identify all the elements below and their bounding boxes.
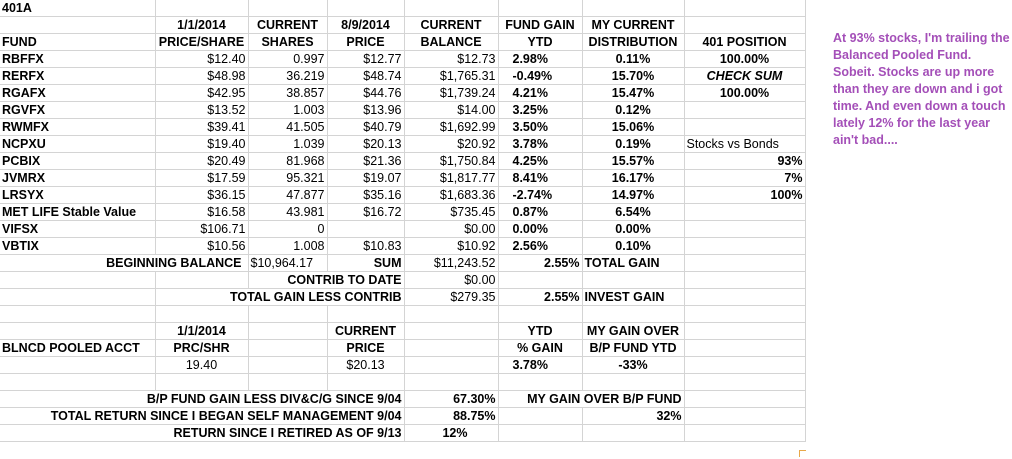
fund-current-price[interactable]: $44.76 xyxy=(327,85,404,102)
contrib-row xyxy=(0,272,805,289)
fund-balance[interactable]: $12.73 xyxy=(404,51,498,68)
fund-distribution[interactable]: 0.12% xyxy=(582,102,684,119)
header-fund-gain[interactable]: FUND GAIN xyxy=(498,17,582,34)
fund-balance[interactable]: $20.92 xyxy=(404,136,498,153)
fund-ytd[interactable]: 3.50% xyxy=(498,119,582,136)
balanced-values-row xyxy=(0,357,805,374)
fund-shares[interactable]: 1.039 xyxy=(248,136,327,153)
fund-distribution[interactable]: 14.97% xyxy=(582,187,684,204)
balanced-bp-value[interactable]: -33% xyxy=(582,357,684,374)
bp-fund-gain-label[interactable]: B/P FUND GAIN LESS DIV&C/G SINCE 9/04 xyxy=(0,391,404,408)
fund-distribution[interactable]: 0.11% xyxy=(582,51,684,68)
fund-name[interactable]: NCPXU xyxy=(0,136,155,153)
fund-shares[interactable]: 41.505 xyxy=(248,119,327,136)
comment-note: At 93% stocks, I'm trailing the Balanced Pooled Fund. Sobeit. Stocks are up more than they are down and i got time. And even down a touch lately 12% for the last year ain't bad.... xyxy=(833,31,1010,147)
balanced-price-header[interactable]: PRICE xyxy=(327,340,404,357)
check-sum-label[interactable]: CHECK SUM xyxy=(684,68,805,85)
sheet-title[interactable]: 401A xyxy=(0,0,155,17)
fund-current-price[interactable]: $35.16 xyxy=(327,187,404,204)
fund-name[interactable]: RBFFX xyxy=(0,51,155,68)
balanced-date[interactable]: 1/1/2014 xyxy=(155,323,248,340)
fund-current-price[interactable]: $10.83 xyxy=(327,238,404,255)
fund-distribution[interactable]: 0.19% xyxy=(582,136,684,153)
header-price[interactable]: PRICE xyxy=(327,34,404,51)
beginning-balance-label[interactable]: BEGINNING BALANCE xyxy=(0,255,248,272)
fund-current-price[interactable]: $13.96 xyxy=(327,102,404,119)
fund-price[interactable]: $12.40 xyxy=(155,51,248,68)
total-gain-less-contrib-row xyxy=(0,289,805,306)
fund-row xyxy=(0,153,805,170)
fund-ytd[interactable]: -2.74% xyxy=(498,187,582,204)
fund-price[interactable]: $16.58 xyxy=(155,204,248,221)
fund-distribution[interactable]: 15.57% xyxy=(582,153,684,170)
fund-shares[interactable]: 36.219 xyxy=(248,68,327,85)
fund-name[interactable]: RERFX xyxy=(0,68,155,85)
fund-row xyxy=(0,187,805,204)
fund-price[interactable]: $13.52 xyxy=(155,102,248,119)
header-current-balance[interactable]: CURRENT xyxy=(404,17,498,34)
fund-shares[interactable]: 38.857 xyxy=(248,85,327,102)
empty-cell[interactable] xyxy=(684,238,805,255)
fund-name[interactable]: RGVFX xyxy=(0,102,155,119)
bonds-percent[interactable]: 7% xyxy=(684,170,805,187)
header-distribution[interactable]: DISTRIBUTION xyxy=(582,34,684,51)
fund-ytd[interactable]: 3.78% xyxy=(498,136,582,153)
total-return-value[interactable]: 88.75% xyxy=(404,408,498,425)
return-since-retired-row xyxy=(0,425,805,442)
fund-price[interactable]: $42.95 xyxy=(155,85,248,102)
fund-shares[interactable]: 0 xyxy=(248,221,327,238)
fund-shares[interactable]: 47.877 xyxy=(248,187,327,204)
balanced-header-row-1 xyxy=(0,323,805,340)
empty-cell[interactable] xyxy=(684,102,805,119)
header-401-position[interactable]: 401 POSITION xyxy=(684,34,805,51)
fund-price[interactable]: $20.49 xyxy=(155,153,248,170)
fund-balance[interactable]: $1,817.77 xyxy=(404,170,498,187)
balanced-my-gain-over[interactable]: MY GAIN OVER xyxy=(582,323,684,340)
balanced-bp-fund-ytd[interactable]: B/P FUND YTD xyxy=(582,340,684,357)
fund-distribution[interactable]: 0.10% xyxy=(582,238,684,255)
fund-name[interactable]: VBTIX xyxy=(0,238,155,255)
fund-ytd[interactable]: 4.21% xyxy=(498,85,582,102)
allocation-total-percent[interactable]: 100% xyxy=(684,187,805,204)
fund-distribution[interactable]: 0.00% xyxy=(582,221,684,238)
fund-price[interactable]: $39.41 xyxy=(155,119,248,136)
fund-current-price[interactable]: $40.79 xyxy=(327,119,404,136)
fund-row xyxy=(0,221,805,238)
header-my-current[interactable]: MY CURRENT xyxy=(582,17,684,34)
fund-name[interactable]: LRSYX xyxy=(0,187,155,204)
fund-ytd[interactable]: 2.56% xyxy=(498,238,582,255)
total-gain-label[interactable]: TOTAL GAIN xyxy=(582,255,684,272)
empty-cell[interactable] xyxy=(684,204,805,221)
fund-ytd[interactable]: 8.41% xyxy=(498,170,582,187)
header-shares[interactable]: SHARES xyxy=(248,34,327,51)
header-current-shares[interactable]: CURRENT xyxy=(248,17,327,34)
header-price-share[interactable]: PRICE/SHARE xyxy=(155,34,248,51)
tglc-value[interactable]: $279.35 xyxy=(404,289,498,306)
fund-shares[interactable]: 43.981 xyxy=(248,204,327,221)
fund-name[interactable]: RGAFX xyxy=(0,85,155,102)
fund-shares[interactable]: 1.008 xyxy=(248,238,327,255)
header-row-2 xyxy=(0,34,805,51)
my-gain-over-bp-label[interactable]: MY GAIN OVER B/P FUND xyxy=(498,391,684,408)
blank-row xyxy=(0,374,805,391)
return-since-retired-value[interactable]: 12% xyxy=(404,425,498,442)
sum-value[interactable]: $11,243.52 xyxy=(404,255,498,272)
fund-price[interactable]: $19.40 xyxy=(155,136,248,153)
fund-current-price[interactable]: $20.13 xyxy=(327,136,404,153)
fund-ytd[interactable]: 0.00% xyxy=(498,221,582,238)
fund-current-price[interactable]: $19.07 xyxy=(327,170,404,187)
fund-price[interactable]: $10.56 xyxy=(155,238,248,255)
cell-selection-corner xyxy=(799,450,806,457)
fund-distribution[interactable]: 15.06% xyxy=(582,119,684,136)
invest-gain-label[interactable]: INVEST GAIN xyxy=(582,289,684,306)
header-price-date[interactable]: 1/1/2014 xyxy=(155,17,248,34)
fund-balance[interactable]: $735.45 xyxy=(404,204,498,221)
fund-balance[interactable]: $1,683.36 xyxy=(404,187,498,204)
fund-balance[interactable]: $14.00 xyxy=(404,102,498,119)
position-total[interactable]: 100.00% xyxy=(684,51,805,68)
contrib-value[interactable]: $0.00 xyxy=(404,272,498,289)
beginning-balance-value[interactable]: $10,964.17 xyxy=(248,255,327,272)
fund-ytd[interactable]: -0.49% xyxy=(498,68,582,85)
fund-row xyxy=(0,85,805,102)
return-since-retired-label[interactable]: RETURN SINCE I RETIRED AS OF 9/13 xyxy=(0,425,404,442)
header-row-1 xyxy=(0,17,805,34)
header-balance[interactable]: BALANCE xyxy=(404,34,498,51)
fund-row xyxy=(0,238,805,255)
balanced-prc-shr[interactable]: PRC/SHR xyxy=(155,340,248,357)
header-ytd[interactable]: YTD xyxy=(498,34,582,51)
fund-current-price[interactable]: $16.72 xyxy=(327,204,404,221)
fund-distribution[interactable]: 15.47% xyxy=(582,85,684,102)
bp-fund-gain-row xyxy=(0,391,805,408)
balanced-price-value[interactable]: $20.13 xyxy=(327,357,404,374)
fund-shares[interactable]: 81.968 xyxy=(248,153,327,170)
fund-row xyxy=(0,170,805,187)
fund-row xyxy=(0,51,805,68)
header-fund[interactable]: FUND xyxy=(0,34,155,51)
fund-shares[interactable]: 1.003 xyxy=(248,102,327,119)
fund-price[interactable]: $17.59 xyxy=(155,170,248,187)
balanced-gain-value[interactable]: 3.78% xyxy=(498,357,582,374)
fund-distribution[interactable]: 6.54% xyxy=(582,204,684,221)
fund-name[interactable]: VIFSX xyxy=(0,221,155,238)
fund-current-price[interactable] xyxy=(327,221,404,238)
fund-ytd[interactable]: 2.98% xyxy=(498,51,582,68)
invest-gain-percent[interactable]: 2.55% xyxy=(498,289,582,306)
balanced-prc-value[interactable]: 19.40 xyxy=(155,357,248,374)
fund-price[interactable]: $36.15 xyxy=(155,187,248,204)
balanced-header-row-2 xyxy=(0,340,805,357)
fund-balance[interactable]: $1,692.99 xyxy=(404,119,498,136)
balanced-ytd[interactable]: YTD xyxy=(498,323,582,340)
total-return-label[interactable]: TOTAL RETURN SINCE I BEGAN SELF MANAGEMENT 9/04 xyxy=(0,408,404,425)
balanced-current[interactable]: CURRENT xyxy=(327,323,404,340)
fund-ytd[interactable]: 0.87% xyxy=(498,204,582,221)
fund-row xyxy=(0,68,805,85)
stocks-percent[interactable]: 93% xyxy=(684,153,805,170)
fund-distribution[interactable]: 16.17% xyxy=(582,170,684,187)
fund-ytd[interactable]: 4.25% xyxy=(498,153,582,170)
fund-name[interactable]: RWMFX xyxy=(0,119,155,136)
fund-balance[interactable]: $0.00 xyxy=(404,221,498,238)
my-gain-over-bp-value[interactable]: 32% xyxy=(582,408,684,425)
total-return-row xyxy=(0,408,805,425)
fund-current-price[interactable]: $48.74 xyxy=(327,68,404,85)
title-row xyxy=(0,0,805,17)
fund-row xyxy=(0,136,805,153)
fund-ytd[interactable]: 3.25% xyxy=(498,102,582,119)
contrib-label[interactable]: CONTRIB TO DATE xyxy=(248,272,404,289)
fund-shares[interactable]: 0.997 xyxy=(248,51,327,68)
fund-balance[interactable]: $1,739.24 xyxy=(404,85,498,102)
fund-name[interactable]: JVMRX xyxy=(0,170,155,187)
stocks-vs-bonds-label[interactable]: Stocks vs Bonds xyxy=(684,136,805,153)
bp-fund-gain-value[interactable]: 67.30% xyxy=(404,391,498,408)
fund-balance[interactable]: $10.92 xyxy=(404,238,498,255)
check-sum-value[interactable]: 100.00% xyxy=(684,85,805,102)
tglc-label[interactable]: TOTAL GAIN LESS CONTRIB xyxy=(155,289,404,306)
fund-distribution[interactable]: 15.70% xyxy=(582,68,684,85)
sum-label[interactable]: SUM xyxy=(327,255,404,272)
fund-current-price[interactable]: $21.36 xyxy=(327,153,404,170)
balanced-account-label[interactable]: BLNCD POOLED ACCT xyxy=(0,340,155,357)
total-gain-percent[interactable]: 2.55% xyxy=(498,255,582,272)
fund-balance[interactable]: $1,765.31 xyxy=(404,68,498,85)
fund-row xyxy=(0,204,805,221)
fund-current-price[interactable]: $12.77 xyxy=(327,51,404,68)
beginning-balance-row xyxy=(0,255,805,272)
fund-name[interactable]: MET LIFE Stable Value xyxy=(0,204,155,221)
fund-name[interactable]: PCBIX xyxy=(0,153,155,170)
balanced-gain-header[interactable]: % GAIN xyxy=(498,340,582,357)
blank-row xyxy=(0,306,805,323)
fund-shares[interactable]: 95.321 xyxy=(248,170,327,187)
header-current-date[interactable]: 8/9/2014 xyxy=(327,17,404,34)
fund-price[interactable]: $48.98 xyxy=(155,68,248,85)
fund-row xyxy=(0,102,805,119)
fund-row xyxy=(0,119,805,136)
fund-price[interactable]: $106.71 xyxy=(155,221,248,238)
empty-cell[interactable] xyxy=(684,119,805,136)
empty-cell[interactable] xyxy=(684,221,805,238)
fund-balance[interactable]: $1,750.84 xyxy=(404,153,498,170)
